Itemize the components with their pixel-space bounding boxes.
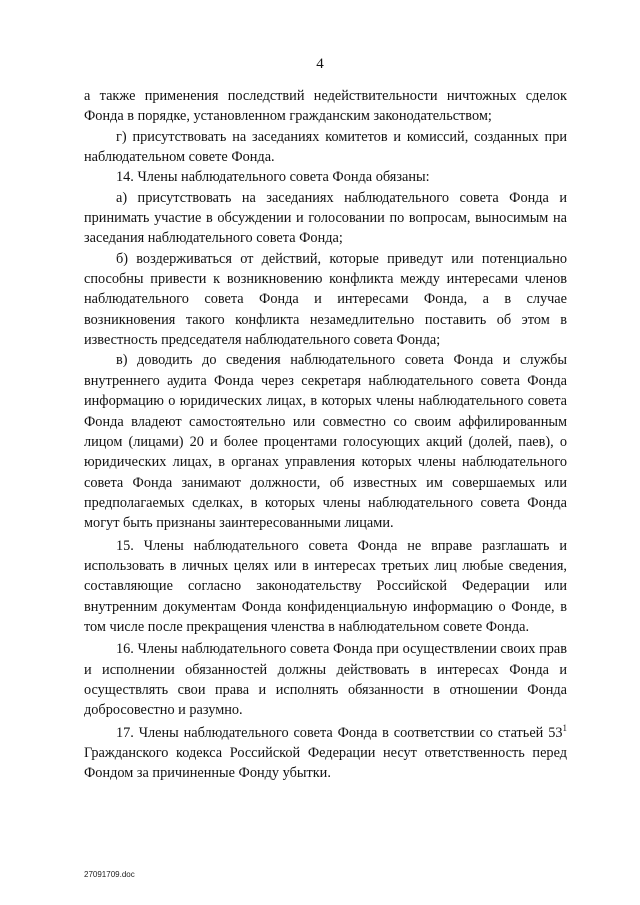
article-superscript: 1 — [562, 722, 567, 733]
paragraph-14-heading: 14. Члены наблюдательного совета Фонда обязаны: — [116, 169, 430, 186]
paragraph-16: 16. Члены наблюдательного совета Фонда при осуществлении своих прав и исполнении обязанностей должны действовать в интересах Фонда и осуществлять свои права и исполнять обязанности в отношении Фонда добросовестно и разумно. — [84, 641, 567, 719]
paragraph-15: 15. Члены наблюдательного совета Фонда не вправе разглашать и использовать в личных целях или в интересах третьих лиц любые сведения, составляющие согласно законодательству Российской Федерации или внутренним документам Фонда конфиденциальную информацию о Фонде, в том числе после прекращения членства в наблюдательном совете Фонда. — [84, 537, 567, 635]
paragraph-17-text-after: Гражданского кодекса Российской Федерации несут ответственность перед Фондом за причиненные Фонду убытки. — [84, 745, 567, 782]
paragraph-item-g: г) присутствовать на заседаниях комитетов и комиссий, созданных при наблюдательном совете Фонда. — [84, 128, 567, 166]
paragraph-14-item-v: в) доводить до сведения наблюдательного совета Фонда и службы внутреннего аудита Фонда через секретаря наблюдательного совета Фонда информацию о юридических лицах, в которых члены наблюдательного совета Фонда владеют самостоятельно или совместно со своим аффилированным лицом (лицами) 20 и более процентами голосующих акций (долей, паев), о юридических лицах, в органах управления которых члены наблюдательного совета Фонда занимают должности, об известных им совершаемых или предполагаемых сделках, в которых члены наблюдательного совета Фонда могут быть признаны заинтересованными лицами. — [84, 352, 567, 532]
paragraph-14-item-a: а) присутствовать на заседаниях наблюдательного совета Фонда и принимать участие в обсуждении и голосовании по вопросам, выносимым на заседания наблюдательного совета Фонда; — [84, 189, 567, 247]
paragraph-17 — [84, 723, 567, 784]
document-body — [84, 86, 567, 784]
page-number: 4 — [316, 56, 324, 72]
footer-filename: 27091709.doc — [84, 870, 135, 879]
paragraph-continuation: а также применения последствий недействительности ничтожных сделок Фонда в порядке, установленном гражданским законодательством; — [84, 88, 567, 125]
paragraph-14-item-b: б) воздерживаться от действий, которые приведут или потенциально способны привести к возникновению конфликта между интересами членов наблюдательного совета Фонда и интересами Фонда, а в случае возникновения такого конфликта незамедлительно поставить об этом в известность председателя наблюдательного совета Фонда; — [84, 250, 567, 349]
paragraph-17-text-before: 17. Члены наблюдательного совета Фонда в соответствии со статьей 53 — [116, 724, 563, 741]
